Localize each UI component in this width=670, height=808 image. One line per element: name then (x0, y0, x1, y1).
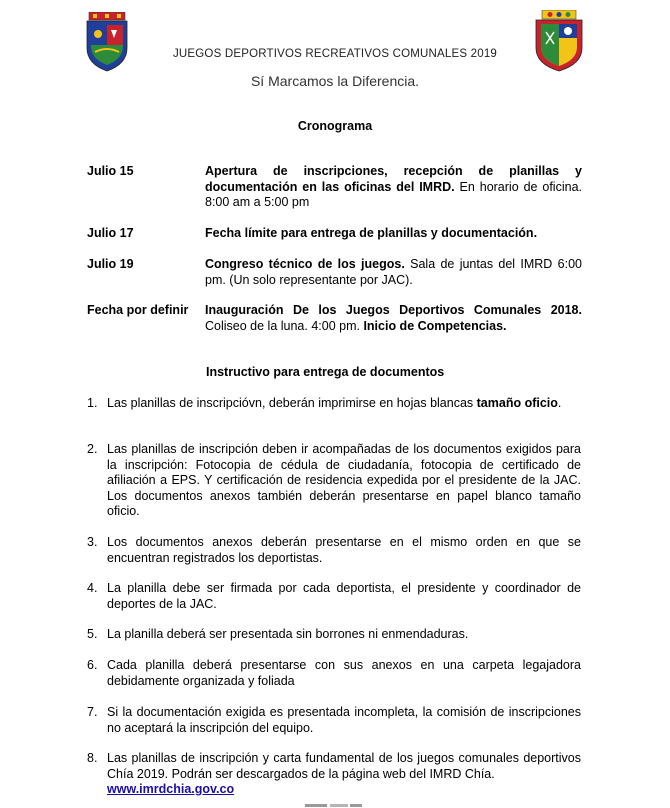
municipal-shield-logo (83, 12, 131, 72)
item-text: Las planillas de inscripcióvn, deberán imprimirse en hojas blancas tamaño oficio. (107, 396, 562, 410)
schedule-title: Cronograma (297, 119, 373, 133)
header-title: JUEGOS DEPORTIVOS RECREATIVOS COMUNALES 2019 (172, 48, 498, 60)
schedule-description: Apertura de inscripciones, recepción de planillas y documentación en las oficinas del IMRD. En horario de oficina. 8:00 am a 5:00 pm (205, 164, 582, 209)
item-text: Las planillas de inscripción deben ir acompañadas de los documentos exigidos para la inscripción: Fotocopia de cédula de ciudadanía, fotocopia de certificado de afiliación a EPS. Y certificación de residencia expedida por el presidente de la JAC. Los documentos anexos también deberán presentarse en papel blanco tamaño oficio. (107, 442, 581, 518)
item-number: 6. (87, 658, 98, 672)
item-number: 3. (87, 535, 98, 549)
item-number: 2. (87, 442, 98, 456)
item-number: 5. (87, 627, 98, 641)
item-text: La planilla deberá ser presentada sin borrones ni enmendaduras. (107, 627, 469, 641)
item-text: Cada planilla deberá presentarse con sus anexos en una carpeta legajadora debidamente organizada y foliada (107, 658, 581, 688)
item-text: La planilla debe ser firmada por cada deportista, el presidente y coordinador de deportes de la JAC. (107, 581, 581, 611)
schedule-description: Fecha límite para entrega de planillas y documentación. (205, 226, 538, 240)
item-text: Las planillas de inscripción y carta fundamental de los juegos comunales deportivos Chía 2019. Podrán ser descargados de la página web del IMRD Chía. www.imrdchia.gov.co (107, 751, 581, 796)
schedule-description: Congreso técnico de los juegos. Sala de juntas del IMRD 6:00 pm. (Un solo representante por JAC). (205, 257, 582, 287)
instructions-title: Instructivo para entrega de documentos (206, 365, 445, 379)
schedule-date: Julio 15 (87, 164, 134, 178)
schedule-date: Julio 19 (87, 257, 134, 271)
item-number: 8. (87, 751, 98, 765)
item-text: Si la documentación exigida es presentada incompleta, la comisión de inscripciones no aceptará la inscripción del equipo. (107, 705, 581, 735)
item-number: 7. (87, 705, 98, 719)
item-number: 4. (87, 581, 98, 595)
footer-logo-fragment (300, 802, 370, 808)
schedule-date: Fecha por definir (87, 303, 189, 317)
schedule-date: Julio 17 (87, 226, 134, 240)
imrd-shield-logo (532, 10, 586, 72)
header-slogan: Sí Marcamos la Diferencia. (250, 73, 420, 89)
item-number: 1. (87, 396, 98, 410)
schedule-description: Inauguración De los Juegos Deportivos Comunales 2018. Coliseo de la luna. 4:00 pm. Inicio de Competencias. (205, 303, 582, 333)
website-link[interactable]: www.imrdchia.gov.co (107, 782, 235, 796)
item-text: Los documentos anexos deberán presentarse en el mismo orden en que se encuentran registrados los deportistas. (107, 535, 581, 565)
